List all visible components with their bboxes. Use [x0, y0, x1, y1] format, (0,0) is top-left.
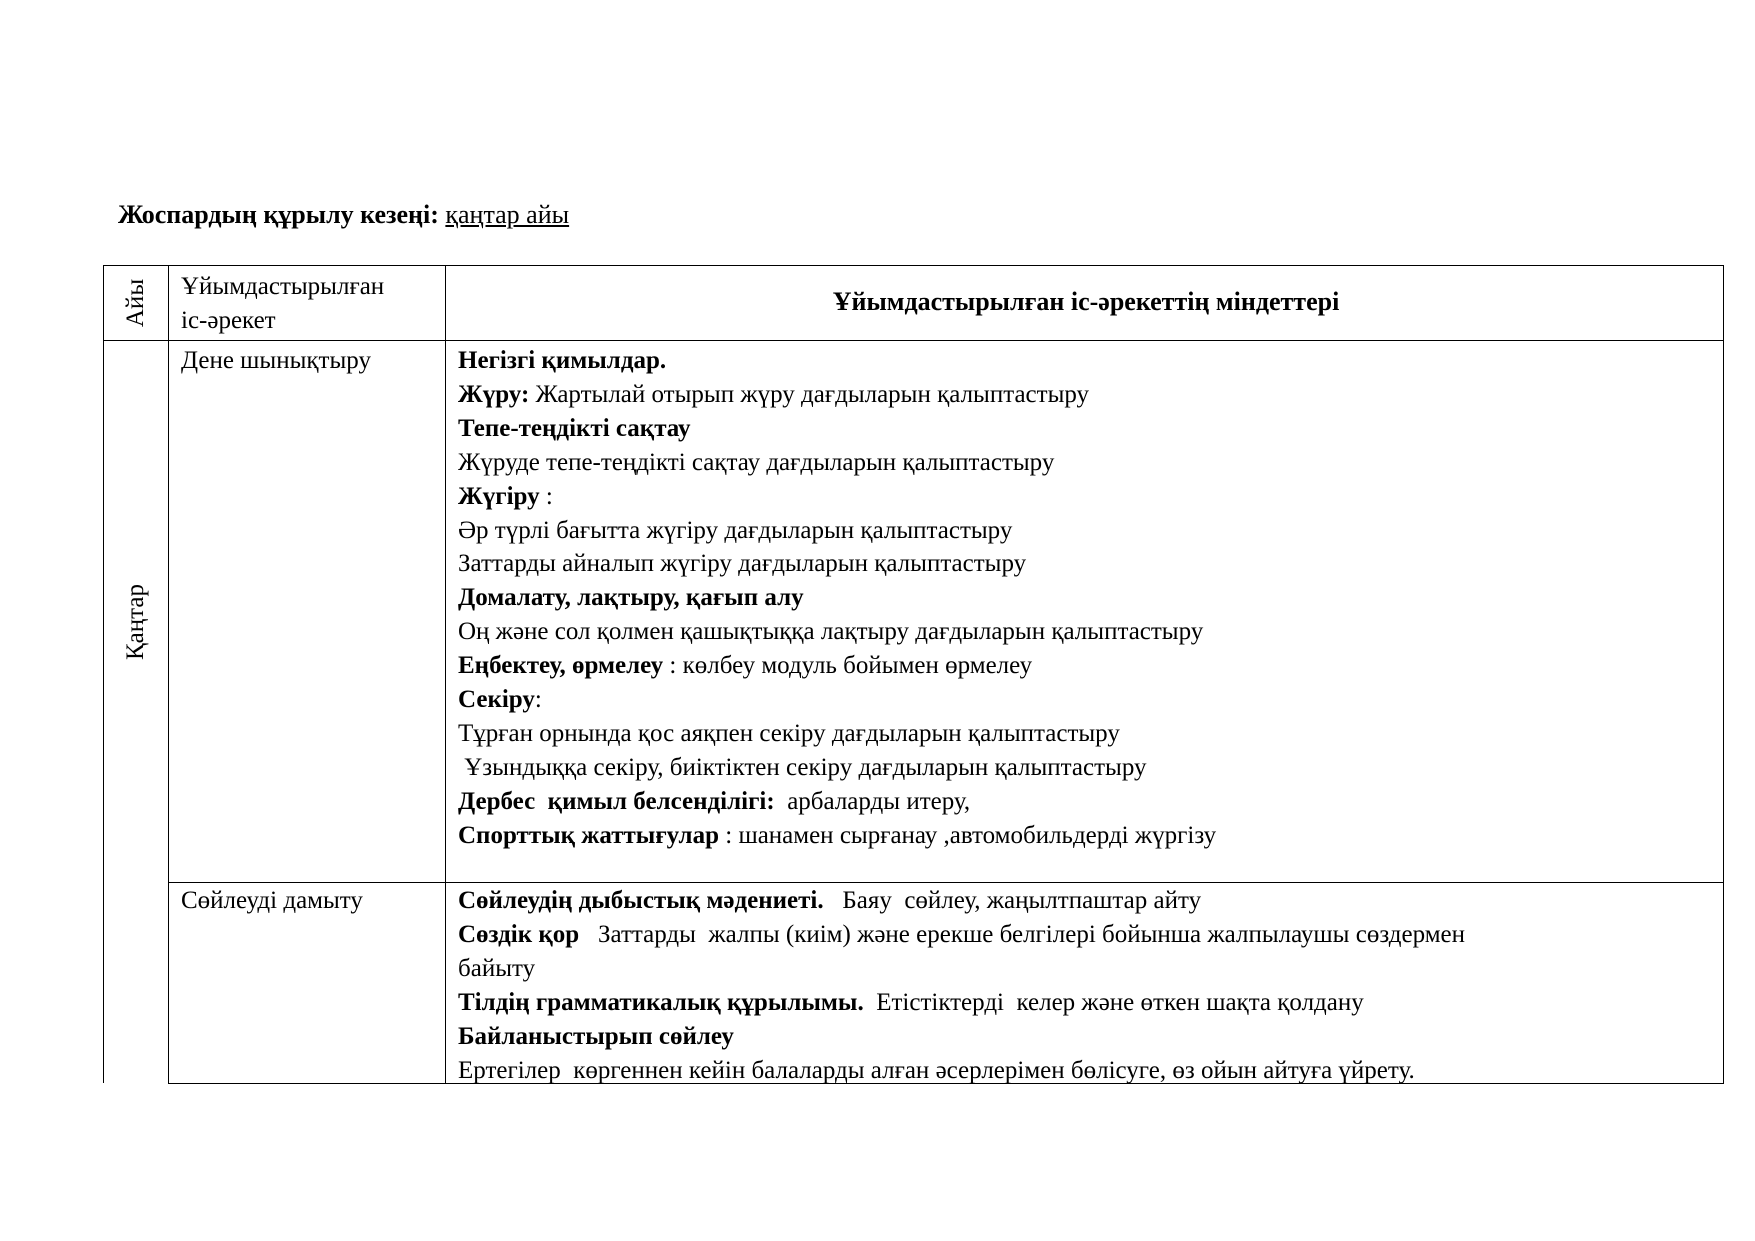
task-line: [458, 1020, 1465, 1054]
task-line: [458, 884, 1465, 918]
task-line-heading: Сөздік қор: [458, 920, 580, 948]
task-line: [458, 344, 1216, 378]
task-line-text: Әр түрлі бағытта жүгіру дағдыларын қалыптастыру: [458, 516, 1013, 544]
task-line-heading: Спорттық жаттығулар: [458, 821, 719, 849]
task-line-heading: Тілдің грамматикалық құрылымы.: [458, 988, 864, 1016]
task-line-text: : көлбеу модуль бойымен өрмелеу: [663, 652, 1033, 680]
task-line-heading: Байланыстырып сөйлеу: [458, 1022, 734, 1050]
task-line: [458, 649, 1216, 683]
activity-physical-education: Дене шынықтыру: [181, 347, 371, 374]
table-col-divider-1: [168, 265, 169, 1083]
task-line: [458, 615, 1216, 649]
header-month: Айы: [122, 278, 149, 328]
task-line-text: Жартылай отырып жүру дағдыларын қалыптастыру: [529, 380, 1090, 408]
task-line: [458, 751, 1216, 785]
plan-stage-value: қаңтар айы: [445, 200, 570, 229]
task-line-text: Тұрған орнында қос аяқпен секіру дағдыларын қалыптастыру: [458, 719, 1120, 747]
header-activity-line1: Ұйымдастырылған: [181, 273, 385, 300]
task-line-heading: Негізгі қимылдар.: [458, 347, 667, 374]
task-line-text: Баяу сөйлеу, жаңылтпаштар айту: [823, 887, 1202, 914]
task-line-heading: Секіру: [458, 686, 535, 714]
task-line: [458, 1054, 1465, 1088]
task-line: [458, 785, 1216, 819]
table-header-divider: [103, 340, 1724, 341]
task-line-heading: Жүгіру: [458, 482, 540, 510]
task-line-text: арбаларды итеру,: [774, 787, 971, 815]
task-line-heading: Домалату, лақтыру, қағып алу: [458, 584, 804, 612]
month-cell: Қаңтар: [122, 584, 149, 660]
task-line-heading: Жүру:: [458, 380, 530, 408]
task-line-heading: Дербес қимыл белсенділігі:: [458, 787, 775, 815]
tasks-speech-development: [458, 884, 1465, 1087]
plan-stage-heading: [118, 197, 569, 233]
task-line: [458, 412, 1216, 446]
table-border-top: [103, 265, 1724, 266]
task-line: [458, 819, 1216, 853]
task-line: [458, 581, 1216, 615]
task-line: [458, 378, 1216, 412]
task-line-text: :: [534, 686, 542, 714]
task-line-text: Оң және сол қолмен қашықтыққа лақтыру дағдыларын қалыптастыру: [458, 618, 1204, 646]
table-col-divider-2: [445, 265, 446, 1083]
header-tasks: Ұйымдастырылған іс-әрекеттің міндеттері: [832, 287, 1340, 316]
table-border-left: [103, 265, 104, 1083]
task-line-text: Заттарды жалпы (киім) және ерекше белгілері бойынша жалпылаушы сөздермен: [579, 920, 1465, 948]
task-line: [458, 480, 1216, 514]
task-line-heading: Тепе-теңдікті сақтау: [458, 414, 691, 442]
task-line-text: Етістіктерді келер және өткен шақта қолдану: [863, 988, 1364, 1016]
activity-speech-development: Сөйлеуді дамыту: [181, 887, 363, 914]
task-line: [458, 918, 1465, 952]
task-line-text: байыту: [458, 954, 536, 982]
task-line: [458, 683, 1216, 717]
task-line: [458, 514, 1216, 548]
task-line-text: Ұзындыққа секіру, биіктіктен секіру дағдыларын қалыптастыру: [458, 753, 1147, 781]
table-row-divider: [168, 882, 1724, 883]
task-line: [458, 547, 1216, 581]
task-line-text: : шанамен сырғанау ,автомобильдерді жүргізу: [719, 821, 1217, 849]
task-line-text: Заттарды айналып жүгіру дағдыларын қалыптастыру: [458, 550, 1027, 578]
task-line-text: Ертегілер көргеннен кейін балаларды алған әсерлерімен бөлісуге, өз ойын айтуға үйрету.: [458, 1056, 1415, 1084]
task-line: [458, 986, 1465, 1020]
plan-stage-label: Жоспардың құрылу кезеңі:: [118, 200, 439, 229]
task-line-text: Жүруде тепе-теңдікті сақтау дағдыларын қалыптастыру: [458, 448, 1055, 476]
header-activity-line2: іс-әрекет: [181, 307, 276, 334]
task-line: [458, 952, 1465, 986]
table-border-right: [1723, 265, 1724, 1083]
tasks-physical-education: [458, 344, 1216, 853]
task-line-heading: Сөйлеудің дыбыстық мәдениеті.: [458, 887, 824, 914]
task-line-text: :: [539, 482, 553, 510]
task-line-heading: Еңбектеу, өрмелеу: [458, 652, 664, 680]
task-line: [458, 717, 1216, 751]
task-line: [458, 446, 1216, 480]
